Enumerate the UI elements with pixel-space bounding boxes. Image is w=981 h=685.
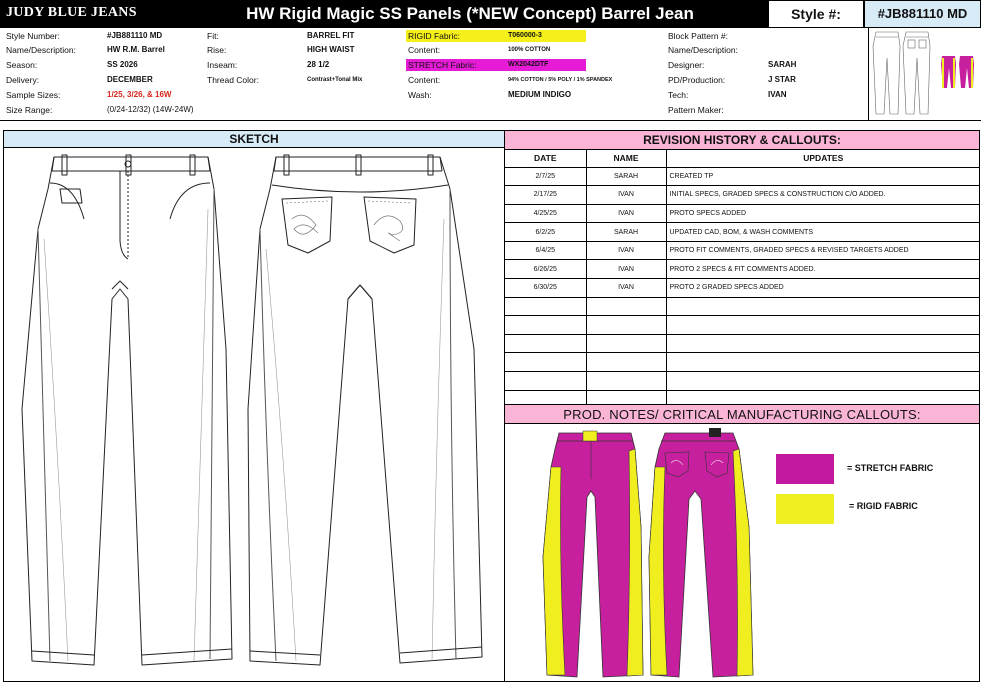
jeans-technical-sketch [4,149,504,682]
section-divider [0,120,981,130]
revision-header-row [505,150,980,167]
stretch-fabric-swatch [776,454,834,484]
size-range-label: Size Range: [6,105,53,115]
thread-color-field: Contrast+Tonal Mix [307,77,363,83]
table-row [505,279,980,298]
back-view-sketch [248,155,482,665]
row-date: 2/17/25 [505,186,586,205]
document-title: HW Rigid Magic SS Panels (*NEW Concept) Barrel Jean [246,4,694,23]
sample-sizes-label: Sample Sizes: [6,90,61,100]
production-notes-panel [505,405,980,682]
row-update [666,316,980,335]
table-row [505,353,980,372]
size-range-field: (0/24-12/32) (14W-24W) [107,105,194,114]
sketch-panel [3,130,505,682]
row-date: 2/7/25 [505,167,586,186]
style-number-field: #JB881110 MD [107,31,163,40]
row-update: PROTO SPECS ADDED [666,204,980,223]
style-number-label: Style #: [768,0,864,28]
column-header-updates: UPDATES [666,150,980,167]
block-description-label: Name/Description: [668,45,738,55]
row-update: CREATED TP [666,167,980,186]
wash-label: Wash: [408,90,432,100]
sketch-heading: SKETCH [4,131,504,148]
row-update [666,353,980,372]
row-update [666,372,980,391]
row-date: 6/2/25 [505,223,586,242]
back-colorblock-jean [649,428,753,677]
style-number-label: Style Number: [6,31,60,41]
name-description-field: HW R.M. Barrel [107,45,165,54]
thumbnail-jeans-image [869,28,981,120]
stretch-fabric-field: WX2042DTF [508,61,549,68]
style-number-value: #JB881110 MD [864,0,981,28]
row-date [505,353,586,372]
stretch-content-field: 94% COTTON / 5% POLY / 1% SPANDEX [508,77,613,83]
name-description-label: Name/Description: [6,45,76,55]
rigid-content-field: 100% COTTON [508,47,551,53]
rigid-fabric-label: RIGID Fabric: [408,31,460,41]
season-label: Season: [6,60,38,70]
rise-field: HIGH WAIST [307,45,355,54]
tech-label: Tech: [668,90,689,100]
sample-sizes-field: 1/25, 3/26, & 16W [107,90,172,99]
row-name [586,372,666,391]
table-row [505,297,980,316]
row-date [505,316,586,335]
column-header-date: DATE [505,150,586,167]
row-name: SARAH [586,223,666,242]
block-pattern-label: Block Pattern #: [668,31,729,41]
season-field: SS 2026 [107,60,138,69]
row-name [586,316,666,335]
row-name: IVAN [586,279,666,298]
delivery-field: DECEMBER [107,75,153,84]
row-name [586,297,666,316]
color-blocked-jeans-illustration [535,427,785,682]
row-name: IVAN [586,260,666,279]
revision-heading: REVISION HISTORY & CALLOUTS: [505,131,979,150]
pd-production-field: J STAR [768,75,796,84]
stretch-fabric-label: STRETCH Fabric: [408,60,477,70]
table-row [505,223,980,242]
row-update [666,334,980,353]
designer-field: SARAH [768,60,797,69]
rise-label: Rise: [207,45,227,55]
row-update: PROTO 2 SPECS & FIT COMMENTS ADDED. [666,260,980,279]
spec-info-block [0,28,868,120]
revision-history-panel [505,130,980,405]
thread-color-label: Thread Color: [207,75,259,85]
table-row [505,316,980,335]
designer-label: Designer: [668,60,705,70]
stretch-content-label: Content: [408,75,441,85]
row-update: UPDATED CAD, BOM, & WASH COMMENTS [666,223,980,242]
table-row [505,186,980,205]
garment-thumbnail [868,28,981,120]
table-row [505,372,980,391]
row-update [666,297,980,316]
row-date [505,297,586,316]
inseam-field: 28 1/2 [307,60,330,69]
table-row [505,260,980,279]
revision-table [505,150,980,409]
header-bar [0,0,981,28]
row-name: IVAN [586,204,666,223]
column-header-name: NAME [586,150,666,167]
fit-label: Fit: [207,31,219,41]
fit-field: BARREL FIT [307,31,355,40]
table-row [505,241,980,260]
row-date: 4/25/25 [505,204,586,223]
row-date [505,334,586,353]
front-view-sketch [22,155,232,665]
row-name: IVAN [586,241,666,260]
rigid-fabric-legend: = RIGID FABRIC [849,501,918,511]
rigid-fabric-field: T060000-3 [508,32,542,39]
row-update: PROTO 2 GRADED SPECS ADDED [666,279,980,298]
row-date [505,372,586,391]
table-row [505,334,980,353]
front-colorblock-jean [543,431,643,677]
stretch-fabric-legend: = STRETCH FABRIC [847,463,934,473]
production-notes-heading: PROD. NOTES/ CRITICAL MANUFACTURING CALLOUTS: [505,405,979,424]
row-date: 6/30/25 [505,279,586,298]
row-date: 6/26/25 [505,260,586,279]
pd-production-label: PD/Production: [668,75,726,85]
table-row [505,204,980,223]
rigid-fabric-swatch [776,494,834,524]
table-row [505,167,980,186]
inseam-label: Inseam: [207,60,238,70]
row-update: INITIAL SPECS, GRADED SPECS & CONSTRUCTION C/O ADDED. [666,186,980,205]
tech-field: IVAN [768,90,787,99]
row-name: SARAH [586,167,666,186]
row-name: IVAN [586,186,666,205]
rigid-content-label: Content: [408,45,441,55]
row-update: PROTO FIT COMMENTS, GRADED SPECS & REVISED TARGETS ADDED [666,241,980,260]
delivery-label: Delivery: [6,75,40,85]
pattern-maker-label: Pattern Maker: [668,105,724,115]
wash-field: MEDIUM INDIGO [508,90,572,99]
row-date: 6/4/25 [505,241,586,260]
row-name [586,334,666,353]
row-name [586,353,666,372]
brand-name: JUDY BLUE JEANS [6,5,137,20]
